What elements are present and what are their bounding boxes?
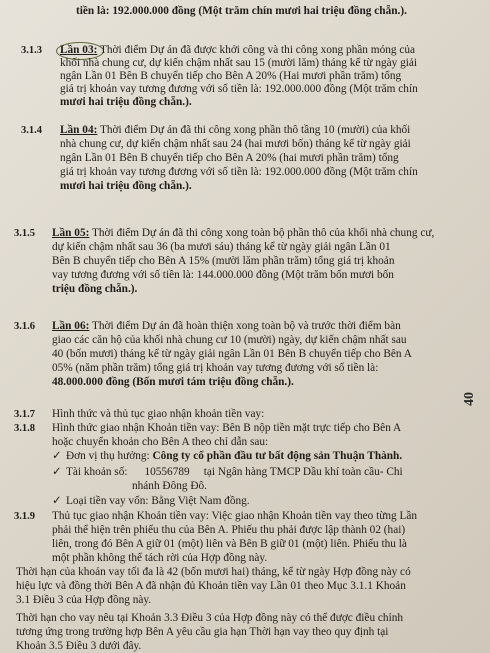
section-number: 3.1.5	[14, 228, 35, 239]
section-3-1-8-line-2: hoặc chuyển khoản cho Bên A theo chỉ dẫn sau:	[52, 436, 269, 448]
section-number: 3.1.3	[21, 45, 42, 56]
section-3-1-5-line-3: Bên B chuyển tiếp cho Bên A 15% (mười lăm phần trăm) tổng giá trị khoản	[52, 255, 395, 267]
section-number: 3.1.8	[14, 423, 35, 434]
adjust-para-line-1: Thời hạn cho vay nêu tại Khoản 3.3 Điều 3 của Hợp đồng này có thể được điều chỉnh	[16, 612, 404, 624]
bullet-account: ✓ Tài khoản số: 10556789 tại Ngân hàng TMCP Dầu khí toàn cầu- Chi	[52, 466, 403, 478]
section-number: 3.1.6	[14, 321, 35, 332]
section-3-1-6-line-3: 40 (bốn mươi) tháng kể từ ngày giải ngân Lần 01 Bên B chuyển tiếp cho Bên A	[52, 348, 412, 360]
duration-para-line-3: 3.1 Điều 3 của Hợp đồng này.	[16, 594, 152, 606]
duration-para-line-1: Thời hạn của khoản vay tối đa là 42 (bốn mươi hai) tháng, kể từ ngày Hợp đồng này có	[16, 566, 411, 578]
section-3-1-6-line-1: Lần 06: Thời điểm Dự án đã hoàn thiện xong toàn bộ và trước thời điểm bàn	[52, 320, 401, 332]
section-3-1-4-line-2: nhà chung cư, dự kiến chậm nhất sau 24 (hai mươi bốn) tháng kể từ ngày giải	[60, 138, 411, 150]
section-3-1-3-line-1: Lần 03: Thời điểm Dự án đã được khởi công và thi công xong phần móng của	[60, 44, 416, 56]
check-bullet-icon: ✓	[52, 495, 62, 507]
adjust-para-line-3: Khoản 3.5 Điều 3 dưới đây.	[16, 640, 142, 652]
section-3-1-6-line-5: 48.000.000 đồng (Bốn mươi tám triệu đồng chẵn.).	[52, 376, 294, 388]
section-number: 3.1.9	[14, 511, 35, 522]
section-3-1-4-line-3: ngân Lần 01 Bên B chuyển tiếp cho Bên A 20% (hai mươi phần trăm) tổng	[60, 152, 399, 164]
bullet-account-line-2: nhánh Đông Đô.	[132, 480, 207, 492]
section-3-1-4-line-4: giá trị khoản vay tương đương với số tiền là: 192.000.000 đồng (Một trăm chín	[60, 166, 418, 178]
section-3-1-8-line-1: Hình thức giao nhận Khoản tiền vay: Bên B nộp tiền mặt trực tiếp cho Bên A	[52, 422, 402, 434]
section-3-1-4-line-1: Lần 04: Thời điểm Dự án đã thi công xong phần thô tầng 10 (mười) của khối	[60, 124, 411, 136]
section-3-1-9-line-2: phải thể hiện trên phiếu thu của Bên A. Phiếu thu phải được lập thành 02 (hai)	[52, 524, 406, 536]
section-3-1-3-line-5: mươi hai triệu đồng chẵn.).	[60, 96, 192, 108]
section-3-1-5-line-1: Lần 05: Thời điểm Dự án đã thi công xong toàn bộ phần thô của khối nhà chung cư,	[52, 227, 435, 239]
bullet-beneficiary: ✓ Đơn vị thụ hưởng: Công ty cổ phần đầu tư bất động sản Thuận Thành.	[52, 450, 403, 462]
bullet-currency: ✓ Loại tiền vay vốn: Bằng Việt Nam đồng.	[52, 495, 250, 507]
section-3-1-5-line-2: dự kiến chậm nhất sau 36 (ba mươi sáu) tháng kể từ ngày giải ngân Lần 01	[52, 241, 391, 253]
section-number: 3.1.7	[14, 409, 35, 420]
adjust-para-line-2: tương ứng trong trường hợp Bên A yêu cầu gia hạn Thời hạn vay theo quy định tại	[16, 626, 389, 638]
section-3-1-9-line-1: Thủ tục giao nhận Khoản tiền vay: Việc giao nhận Khoản tiền vay theo từng Lần	[52, 510, 418, 522]
duration-para-line-2: hiệu lực và đồng thời Bên A đã nhận đủ Khoản tiền vay Lần 01 theo Mục 3.1.1 Khoản	[16, 580, 406, 592]
section-3-1-5-line-5: triệu đồng chẵn.).	[52, 283, 138, 295]
section-3-1-6-line-4: 05% (năm phần trăm) tổng giá trị khoản vay tương đương với số tiền là:	[52, 362, 379, 374]
section-3-1-9-line-3: liên, trong đó Bên A giữ 01 (một) liên và Bên B giữ 01 (một) liên. Phiếu thu là	[52, 538, 407, 550]
section-3-1-3-line-2: khối nhà chung cư, dự kiến chậm nhất sau 15 (mười lăm) tháng kể từ ngày giải	[60, 57, 418, 69]
section-3-1-9-line-4: một phần không thể tách rời của Hợp đồng này.	[52, 552, 268, 564]
top-line: tiền là: 192.000.000 đồng (Một trăm chín mươi hai triệu đồng chẵn.).	[76, 5, 407, 17]
section-3-1-6-line-2: giao các căn hộ của khối nhà chung cư 10 (mười) ngày, dự kiến chậm nhất sau	[52, 334, 407, 346]
check-bullet-icon: ✓	[52, 466, 62, 478]
section-3-1-5-line-4: vay tương đương với số tiền là: 144.000.000 đồng (Một trăm bốn mươi bốn	[52, 269, 394, 281]
section-3-1-3-line-3: ngân Lần 01 Bên B chuyển tiếp cho Bên A 20% (Hai mươi phần trăm) tổng	[60, 70, 402, 82]
section-number: 3.1.4	[21, 125, 42, 136]
check-bullet-icon: ✓	[52, 450, 62, 462]
page-number: 40	[462, 392, 477, 406]
section-3-1-3-line-4: giá trị khoản vay tương đương với số tiền là: 192.000.000 đồng (Một trăm chín	[60, 83, 418, 95]
section-3-1-7-line-1: Hình thức và thủ tục giao nhận khoản tiền vay:	[52, 408, 265, 420]
section-3-1-4-line-5: mươi hai triệu đồng chẵn.).	[60, 180, 192, 192]
